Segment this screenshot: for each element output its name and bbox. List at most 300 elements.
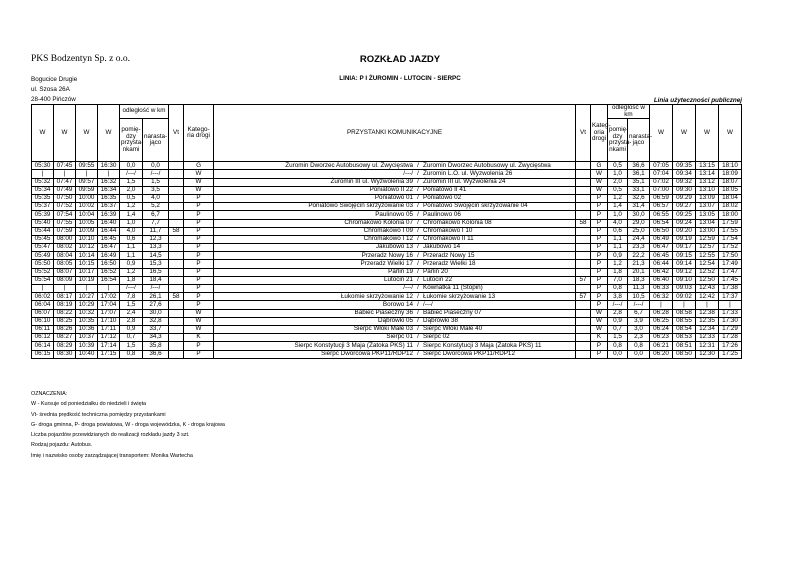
distance-between: 1,2: [607, 194, 627, 202]
stop-name-return: Kownatka 11 (Stopin): [423, 284, 483, 292]
distance-between: 0,8: [607, 342, 627, 350]
stop-name-return: Poniatowo 02: [423, 194, 462, 202]
departure-time: 05:32: [32, 178, 54, 186]
notes-heading: OZNACZENIA:: [31, 391, 68, 397]
avg-speed: [575, 194, 590, 202]
departure-time: 12:38: [696, 309, 719, 317]
avg-speed: [169, 334, 184, 342]
distance-between: 1,4: [607, 203, 627, 211]
road-category: P: [184, 268, 214, 276]
table-row: [32, 285, 742, 293]
stop-name-cell: [214, 227, 576, 235]
notes-section: [31, 389, 225, 461]
avg-speed: 58: [169, 227, 184, 235]
distance-cumulative: 30,0: [143, 309, 169, 317]
departure-time: 10:39: [76, 342, 98, 350]
departure-time: 10:32: [76, 309, 98, 317]
road-category: P: [184, 293, 214, 301]
stop-name-cell: [214, 293, 576, 301]
departure-time: 08:05: [54, 260, 76, 268]
departure-time: 12:34: [696, 325, 719, 333]
distance-cumulative: 13,3: [143, 244, 169, 252]
departure-time: 16:52: [98, 268, 120, 276]
stop-name-return: Chromakowo II 11: [423, 235, 474, 243]
departure-time: 07:52: [54, 203, 76, 211]
departure-time: 06:33: [650, 285, 673, 293]
distance-between: 0,0: [607, 350, 627, 358]
avg-speed: [169, 301, 184, 309]
road-category: P: [590, 293, 607, 301]
road-category: W: [590, 317, 607, 325]
stop-separator: /: [417, 349, 419, 357]
departure-time: 17:12: [98, 334, 120, 342]
stop-name-outbound: Poniatowo Swojęcin skrzyżowanie 03: [308, 202, 414, 210]
departure-time: 09:55: [76, 162, 98, 170]
road-category: K: [590, 334, 607, 342]
departure-time: 10:15: [76, 260, 98, 268]
avg-speed: [575, 235, 590, 243]
departure-time: |: [98, 170, 120, 178]
departure-time: 09:27: [673, 203, 696, 211]
col-w-3: W: [76, 105, 98, 162]
distance-cumulative: 2,3: [627, 334, 649, 342]
distance-between: 1,0: [607, 211, 627, 219]
stop-name-outbound: Sierpc Konstytucji 3 Maja (Zatoka PKS) 11: [294, 341, 414, 349]
departure-time: 05:49: [32, 252, 54, 260]
stop-name-cell: [214, 244, 576, 252]
distance-cumulative: 23,3: [627, 244, 649, 252]
stop-separator: /: [417, 161, 419, 169]
departure-time: 08:22: [54, 309, 76, 317]
distance-between: 4,0: [607, 219, 627, 227]
road-category: P: [184, 235, 214, 243]
col-w-8: W: [719, 105, 742, 162]
stop-separator: /: [417, 235, 419, 243]
departure-time: 13:00: [696, 227, 719, 235]
table-row: [32, 211, 742, 219]
avg-speed: [169, 268, 184, 276]
distance-between: 7,0: [607, 276, 627, 284]
avg-speed: [169, 244, 184, 252]
stop-separator: /: [417, 333, 419, 341]
note-line: G- droga gminna, P- droga powiatowa, W - droga wojewódzka, K - droga krajowa: [31, 421, 225, 428]
table-row: [32, 334, 742, 342]
departure-time: 18:00: [719, 211, 742, 219]
stop-name-return: Sierpc Dworcowa PKP11/RDP12: [423, 349, 515, 357]
distance-cumulative: 3,9: [627, 317, 649, 325]
departure-time: 18:07: [719, 178, 742, 186]
stop-name-cell: [214, 309, 576, 317]
col-distance-right: odległość w km: [607, 105, 649, 119]
table-row: [32, 252, 742, 260]
distance-between: 4,0: [120, 227, 143, 235]
departure-time: 08:07: [54, 268, 76, 276]
stop-name-cell: [214, 285, 576, 293]
departure-time: 18:05: [719, 186, 742, 194]
departure-time: 09:32: [673, 178, 696, 186]
distance-cumulative: 25,0: [627, 227, 649, 235]
note-line: Vt- średnia prędkość techniczna pomiędzy przystankami: [31, 411, 166, 418]
departure-time: 05:37: [32, 203, 54, 211]
table-row: [32, 293, 742, 301]
departure-time: 07:55: [54, 219, 76, 227]
note-line: W - Kursuje od poniedziałku do niedzieli i święta: [31, 401, 147, 408]
road-category: P: [590, 235, 607, 243]
avg-speed: 57: [575, 293, 590, 301]
stop-name-cell: [214, 219, 576, 227]
departure-time: 17:07: [98, 309, 120, 317]
distance-cumulative: 0,0: [627, 350, 649, 358]
note-line: Rodzaj pojazdu: Autobus.: [31, 442, 93, 449]
distance-cumulative: 27,6: [143, 301, 169, 309]
distance-between: 1,2: [607, 260, 627, 268]
distance-between: 2,8: [120, 317, 143, 325]
distance-cumulative: 1,5: [143, 178, 169, 186]
distance-between: /---/: [120, 170, 143, 178]
distance-cumulative: 11,3: [627, 285, 649, 293]
table-row: [32, 178, 742, 186]
departure-time: 16:37: [98, 203, 120, 211]
departure-time: 10:02: [76, 203, 98, 211]
road-category: P: [184, 252, 214, 260]
departure-time: 10:36: [76, 325, 98, 333]
departure-time: |: [54, 285, 76, 293]
stop-name-cell: [214, 194, 576, 202]
departure-time: 16:45: [98, 235, 120, 243]
departure-time: 10:00: [76, 194, 98, 202]
departure-time: 17:33: [719, 309, 742, 317]
departure-time: 08:25: [54, 317, 76, 325]
distance-cumulative: 34,3: [143, 334, 169, 342]
stop-name-return: Parlin 20: [423, 267, 448, 275]
table-row: [32, 235, 742, 243]
distance-cumulative: 26,1: [143, 293, 169, 301]
departure-time: 06:54: [650, 219, 673, 227]
stop-name-outbound: Chromakowo I 09: [363, 227, 414, 234]
departure-time: 08:09: [54, 276, 76, 284]
stop-name-outbound: Borowo 14: [382, 300, 414, 308]
departure-time: 12:50: [696, 276, 719, 284]
departure-time: 06:45: [650, 252, 673, 260]
road-category: W: [590, 309, 607, 317]
distance-cumulative: 10,5: [627, 293, 649, 301]
departure-time: 17:30: [719, 317, 742, 325]
departure-time: 06:07: [32, 309, 54, 317]
company-name: PKS Bodzentyn Sp. z o.o.: [31, 54, 130, 64]
distance-between: 1,2: [120, 268, 143, 276]
departure-time: 07:00: [650, 186, 673, 194]
col-w-6: W: [673, 105, 696, 162]
avg-speed: [575, 186, 590, 194]
col-cumulative-left: narasta-jąco: [143, 119, 169, 162]
departure-time: 10:04: [76, 211, 98, 219]
departure-time: 13:12: [696, 178, 719, 186]
departure-time: 06:57: [650, 203, 673, 211]
departure-time: 13:15: [696, 162, 719, 170]
departure-time: 17:49: [719, 260, 742, 268]
distance-between: 3,8: [607, 293, 627, 301]
page-title: ROZKŁAD JAZDY: [359, 54, 441, 65]
stop-name-outbound: Parlin 19: [388, 267, 414, 275]
distance-between: 1,0: [607, 170, 627, 178]
avg-speed: [169, 235, 184, 243]
departure-time: 06:42: [650, 268, 673, 276]
departure-time: 16:34: [98, 186, 120, 194]
stop-separator: /: [417, 300, 419, 308]
departure-time: 17:54: [719, 235, 742, 243]
departure-time: 08:51: [673, 342, 696, 350]
departure-time: |: [76, 170, 98, 178]
stop-name-outbound: Sierpc Dworcowa PKP11/RDP12: [321, 349, 414, 357]
table-row: [32, 325, 742, 333]
road-category: P: [590, 203, 607, 211]
stop-name-return: Babiec Piaseczny 07: [423, 308, 482, 316]
stop-name-cell: [214, 178, 576, 186]
road-category: P: [184, 350, 214, 358]
departure-time: 05:34: [32, 186, 54, 194]
table-row: [32, 301, 742, 309]
table-row: [32, 219, 742, 227]
distance-cumulative: 6,7: [627, 309, 649, 317]
road-category: P: [590, 350, 607, 358]
stop-name-cell: [214, 317, 576, 325]
distance-cumulative: 4,0: [143, 194, 169, 202]
stop-name-return: Żuromin III ul. Wyzwolenia 24: [423, 177, 506, 185]
departure-time: 08:29: [54, 342, 76, 350]
distance-between: 0,5: [607, 186, 627, 194]
stop-separator: /: [417, 284, 419, 292]
stop-separator: /: [417, 243, 419, 251]
distance-cumulative: 11,7: [143, 227, 169, 235]
departure-time: 08:17: [54, 293, 76, 301]
distance-cumulative: 29,0: [627, 219, 649, 227]
stop-name-cell: [214, 325, 576, 333]
departure-time: 18:04: [719, 194, 742, 202]
distance-cumulative: 6,7: [143, 211, 169, 219]
departure-time: 05:39: [32, 211, 54, 219]
departure-time: 10:05: [76, 219, 98, 227]
avg-speed: [169, 325, 184, 333]
departure-time: 09:29: [673, 194, 696, 202]
col-w-2: W: [54, 105, 76, 162]
road-category: G: [590, 162, 607, 170]
stop-name-outbound: Lutocin 21: [383, 276, 414, 284]
note-line: Liczba pojazdów przewidzianych do realizacji rozkładu jazdy 3 szt.: [31, 432, 190, 439]
departure-time: 08:00: [54, 235, 76, 243]
departure-time: 17:29: [719, 325, 742, 333]
departure-time: 17:37: [719, 293, 742, 301]
road-category: P: [184, 342, 214, 350]
stop-name-return: Przeradz Wielki 18: [423, 259, 476, 267]
road-category: P: [590, 260, 607, 268]
address-line-3: 28-400 Pińczów: [31, 96, 76, 103]
stop-name-cell: [214, 276, 576, 284]
stop-name-outbound: Poniatowo II 22: [369, 186, 414, 194]
stop-name-cell: [214, 350, 576, 358]
stop-separator: /: [417, 292, 419, 300]
departure-time: 12:59: [696, 235, 719, 243]
stop-name-outbound: Jakubowo 13: [375, 243, 414, 251]
distance-cumulative: 35,1: [627, 178, 649, 186]
departure-time: 09:15: [673, 252, 696, 260]
distance-between: 2,4: [120, 309, 143, 317]
departure-time: 06:28: [650, 309, 673, 317]
stop-separator: /: [417, 177, 419, 185]
departure-time: 07:49: [54, 186, 76, 194]
road-category: P: [184, 227, 214, 235]
road-category: P: [184, 211, 214, 219]
road-category: P: [590, 252, 607, 260]
departure-time: |: [32, 170, 54, 178]
road-category: P: [590, 227, 607, 235]
distance-cumulative: 35,8: [143, 342, 169, 350]
distance-cumulative: 18,3: [627, 276, 649, 284]
distance-cumulative: 7,7: [143, 219, 169, 227]
distance-between: 2,0: [607, 178, 627, 186]
departure-time: 06:11: [32, 325, 54, 333]
distance-between: 1,0: [120, 219, 143, 227]
road-category: P: [184, 301, 214, 309]
departure-time: 17:59: [719, 219, 742, 227]
departure-time: 17:15: [98, 350, 120, 358]
distance-between: 1,2: [120, 203, 143, 211]
road-category: P: [184, 194, 214, 202]
avg-speed: [575, 285, 590, 293]
road-category: P: [184, 285, 214, 293]
distance-between: 1,5: [120, 342, 143, 350]
distance-cumulative: 0,0: [143, 162, 169, 170]
departure-time: 18:10: [719, 162, 742, 170]
road-category: P: [590, 194, 607, 202]
stop-name-outbound: Żuromin Dworzec Autobusowy ul. Zwycięstwa: [285, 161, 414, 169]
avg-speed: [169, 219, 184, 227]
stop-name-outbound: Chromakowo I 12: [363, 235, 414, 243]
stop-separator: /: [417, 276, 419, 284]
departure-time: 09:02: [673, 293, 696, 301]
distance-between: 0,7: [120, 334, 143, 342]
col-category-left: Katego-ria drogi: [184, 105, 214, 162]
table-row: [32, 309, 742, 317]
stop-name-outbound: /---/: [403, 284, 414, 292]
avg-speed: 57: [575, 276, 590, 284]
distance-cumulative: 0,8: [627, 342, 649, 350]
distance-between: 1,4: [120, 211, 143, 219]
table-row: [32, 342, 742, 350]
avg-speed: [575, 334, 590, 342]
table-row: [32, 170, 742, 178]
departure-time: 09:17: [673, 244, 696, 252]
departure-time: 17:55: [719, 227, 742, 235]
distance-between: 0,8: [607, 285, 627, 293]
avg-speed: [575, 301, 590, 309]
departure-time: 12:31: [696, 342, 719, 350]
stop-name-return: Żuromin Dworzec Autobusowy ul. Zwycięstwa: [423, 161, 551, 169]
departure-time: 17:28: [719, 334, 742, 342]
col-between-right: pomię-dzy przysta-nkami: [607, 119, 627, 162]
departure-time: 06:44: [650, 260, 673, 268]
avg-speed: [575, 170, 590, 178]
stop-separator: /: [417, 267, 419, 275]
distance-between: 0,5: [120, 194, 143, 202]
departure-time: 07:59: [54, 227, 76, 235]
departure-time: 16:30: [98, 162, 120, 170]
col-cumulative-right: narasta-jąco: [627, 119, 649, 162]
departure-time: 12:57: [696, 244, 719, 252]
distance-between: 0,6: [120, 235, 143, 243]
avg-speed: [575, 227, 590, 235]
stop-separator: /: [417, 308, 419, 316]
departure-time: 06:14: [32, 342, 54, 350]
road-category: W: [184, 170, 214, 178]
road-category: P: [590, 244, 607, 252]
departure-time: 16:47: [98, 244, 120, 252]
stop-name-outbound: Żuromin III ul. Wyzwolenia 39: [330, 177, 414, 185]
timetable: [31, 104, 742, 359]
stop-name-cell: [214, 162, 576, 170]
departure-time: 06:15: [32, 350, 54, 358]
distance-between: 0,6: [607, 227, 627, 235]
road-category: W: [184, 309, 214, 317]
stop-name-outbound: Paulinowo 05: [375, 210, 414, 218]
departure-time: 06:10: [32, 317, 54, 325]
departure-time: 09:57: [76, 178, 98, 186]
departure-time: 12:33: [696, 334, 719, 342]
road-category: P: [590, 211, 607, 219]
distance-cumulative: 15,3: [143, 260, 169, 268]
road-category: P: [184, 203, 214, 211]
departure-time: 13:04: [696, 219, 719, 227]
stop-name-cell: [214, 301, 576, 309]
distance-cumulative: 12,3: [143, 235, 169, 243]
departure-time: 07:04: [650, 170, 673, 178]
distance-between: 1,1: [607, 244, 627, 252]
departure-time: 08:53: [673, 334, 696, 342]
distance-between: 7,8: [120, 293, 143, 301]
departure-time: 08:02: [54, 244, 76, 252]
stop-name-cell: [214, 252, 576, 260]
line-class: Linia użyteczności publicznej: [653, 97, 742, 104]
departure-time: 09:10: [673, 276, 696, 284]
distance-cumulative: 36,1: [627, 170, 649, 178]
road-category: P: [184, 244, 214, 252]
road-category: P: [590, 219, 607, 227]
departure-time: 05:54: [32, 276, 54, 284]
distance-cumulative: /---/: [143, 170, 169, 178]
note-line: Imię i nazwisko osoby zarządzającej transportem: Monika Wartecha: [31, 452, 193, 459]
departure-time: 07:45: [54, 162, 76, 170]
departure-time: 13:05: [696, 211, 719, 219]
avg-speed: [575, 268, 590, 276]
departure-time: 12:30: [696, 350, 719, 358]
departure-time: 06:47: [650, 244, 673, 252]
stop-name-return: Chromakowo I 10: [423, 227, 473, 234]
avg-speed: [575, 203, 590, 211]
distance-cumulative: 33,1: [627, 186, 649, 194]
departure-time: 07:47: [54, 178, 76, 186]
stop-separator: /: [417, 227, 419, 234]
departure-time: 08:58: [673, 309, 696, 317]
departure-time: 06:55: [650, 211, 673, 219]
distance-between: 2,0: [120, 186, 143, 194]
departure-time: |: [719, 301, 742, 309]
departure-time: 12:43: [696, 285, 719, 293]
distance-between: 1,5: [120, 178, 143, 186]
departure-time: 17:25: [719, 350, 742, 358]
avg-speed: [169, 170, 184, 178]
departure-time: 18:09: [719, 170, 742, 178]
departure-time: 16:50: [98, 260, 120, 268]
departure-time: 06:59: [650, 194, 673, 202]
